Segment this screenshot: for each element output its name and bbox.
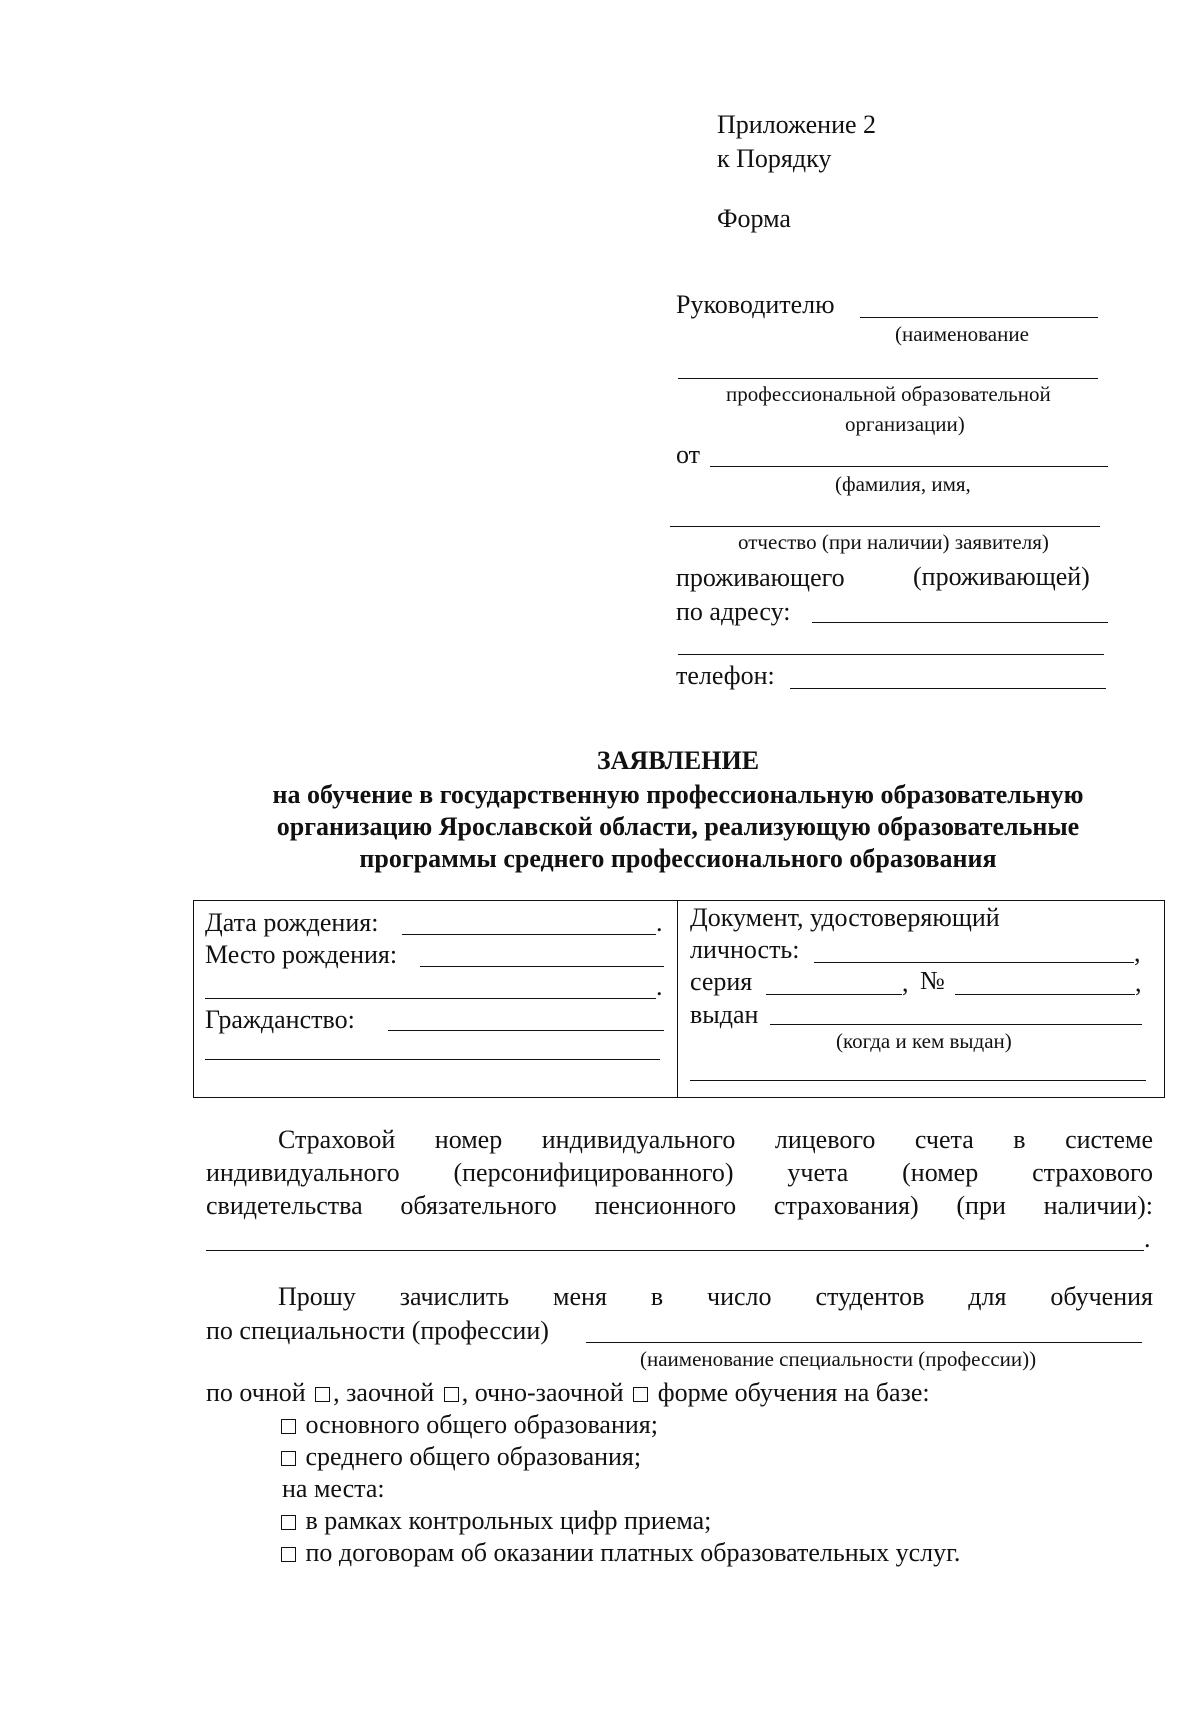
org-hint-2: организации)	[845, 412, 965, 436]
citizenship-field[interactable]	[388, 1030, 664, 1031]
document-title: ЗАЯВЛЕНИЕ	[596, 746, 760, 775]
citizenship-field-2[interactable]	[205, 1059, 660, 1060]
mixed-label: , очно-заочной	[461, 1378, 624, 1407]
head-label: Руководителю	[676, 290, 835, 319]
birth-place-field[interactable]	[420, 966, 664, 967]
fio-hint-1: (фамилия, имя,	[835, 472, 971, 496]
fulltime-label: по очной	[206, 1378, 306, 1407]
study-form-tail: форме обучения на базе:	[657, 1378, 930, 1407]
snils-field[interactable]	[206, 1250, 1144, 1251]
id-doc-label-2: личность:	[690, 935, 800, 964]
residing-label-2: (проживающей)	[913, 562, 1090, 591]
enroll-line-1: Прошу зачислить меня в число студентов для обучения	[278, 1282, 1153, 1311]
budget-places-checkbox[interactable]	[281, 1515, 296, 1530]
org-name-field[interactable]	[678, 378, 1098, 379]
basic-education-option	[278, 1410, 658, 1440]
fio-hint-2: отчество (при наличии) заявителя)	[738, 530, 1049, 554]
title-line-3: программы среднего профессионального образования	[359, 844, 997, 873]
budget-places-option	[278, 1506, 711, 1536]
study-form-row	[206, 1378, 930, 1408]
name-hint: (наименование	[895, 322, 1029, 346]
basic-education-label: основного общего образования;	[305, 1410, 658, 1439]
issued-field-2[interactable]	[690, 1080, 1146, 1081]
head-name-field[interactable]	[860, 317, 1098, 318]
citizenship-label: Гражданство:	[205, 1005, 355, 1034]
applicant-name-field[interactable]	[710, 466, 1108, 467]
number-comma: ,	[1135, 968, 1142, 997]
number-sign: №	[920, 966, 945, 995]
birth-place-label: Место рождения:	[205, 940, 398, 969]
correspondence-checkbox[interactable]	[444, 1387, 459, 1402]
paid-places-label: по договорам об оказании платных образовательных услуг.	[305, 1538, 961, 1567]
address-field[interactable]	[812, 622, 1108, 623]
residing-label-1: проживающего	[676, 563, 845, 592]
address-field-2[interactable]	[678, 654, 1104, 655]
id-doc-field[interactable]	[814, 962, 1134, 963]
specialty-field[interactable]	[586, 1342, 1142, 1343]
issued-field[interactable]	[770, 1024, 1142, 1025]
title-line-1: на обучение в государственную профессиональную образовательную	[272, 780, 1084, 809]
snils-line-3: свидетельства обязательного пенсионного страхования) (при наличии):	[206, 1191, 1153, 1220]
issued-hint: (когда и кем выдан)	[836, 1029, 1012, 1053]
appendix-label: Приложение 2	[717, 110, 877, 139]
specialty-label: по специальности (профессии)	[206, 1316, 549, 1345]
specialty-hint: (наименование специальности (профессии))	[640, 1347, 1037, 1371]
paid-places-option	[278, 1538, 960, 1568]
phone-field[interactable]	[790, 688, 1106, 689]
birth-date-label: Дата рождения:	[205, 908, 379, 937]
id-doc-label-1: Документ, удостоверяющий	[690, 903, 1000, 932]
procedure-label: к Порядку	[717, 144, 832, 173]
mixed-checkbox[interactable]	[633, 1387, 648, 1402]
series-label: серия	[690, 967, 753, 996]
snils-line-2: индивидуального (персонифицированного) учета (номер страхового	[206, 1158, 1153, 1187]
birth-date-field[interactable]	[402, 934, 656, 935]
issued-label: выдан	[690, 1000, 759, 1029]
birth-date-dot: .	[656, 908, 663, 937]
correspondence-label: , заочной	[333, 1378, 435, 1407]
birth-place-dot: .	[656, 972, 663, 1001]
address-label: по адресу:	[676, 597, 791, 626]
applicant-name-field-2[interactable]	[670, 526, 1100, 527]
budget-places-label: в рамках контрольных цифр приема;	[305, 1506, 712, 1535]
box-divider	[677, 900, 678, 1098]
basic-education-checkbox[interactable]	[281, 1419, 296, 1434]
birth-place-field-2[interactable]	[205, 998, 656, 999]
number-field[interactable]	[955, 994, 1135, 995]
secondary-education-option	[278, 1442, 641, 1472]
title-line-2: организацию Ярославской области, реализующую образовательные	[276, 812, 1080, 841]
snils-end-dot: .	[1144, 1224, 1151, 1253]
from-label: от	[676, 440, 701, 469]
form-label: Форма	[717, 204, 791, 233]
org-hint-1: профессиональной образовательной	[726, 382, 1051, 406]
phone-label: телефон:	[676, 661, 775, 690]
fulltime-checkbox[interactable]	[315, 1387, 330, 1402]
secondary-education-checkbox[interactable]	[281, 1451, 296, 1466]
places-label: на места:	[282, 1474, 385, 1503]
snils-line-1: Страховой номер индивидуального лицевого счета в системе	[278, 1125, 1153, 1154]
id-doc-comma: ,	[1134, 938, 1141, 967]
paid-places-checkbox[interactable]	[281, 1547, 296, 1562]
series-field[interactable]	[766, 994, 902, 995]
secondary-education-label: среднего общего образования;	[305, 1442, 642, 1471]
series-comma: ,	[902, 968, 909, 997]
